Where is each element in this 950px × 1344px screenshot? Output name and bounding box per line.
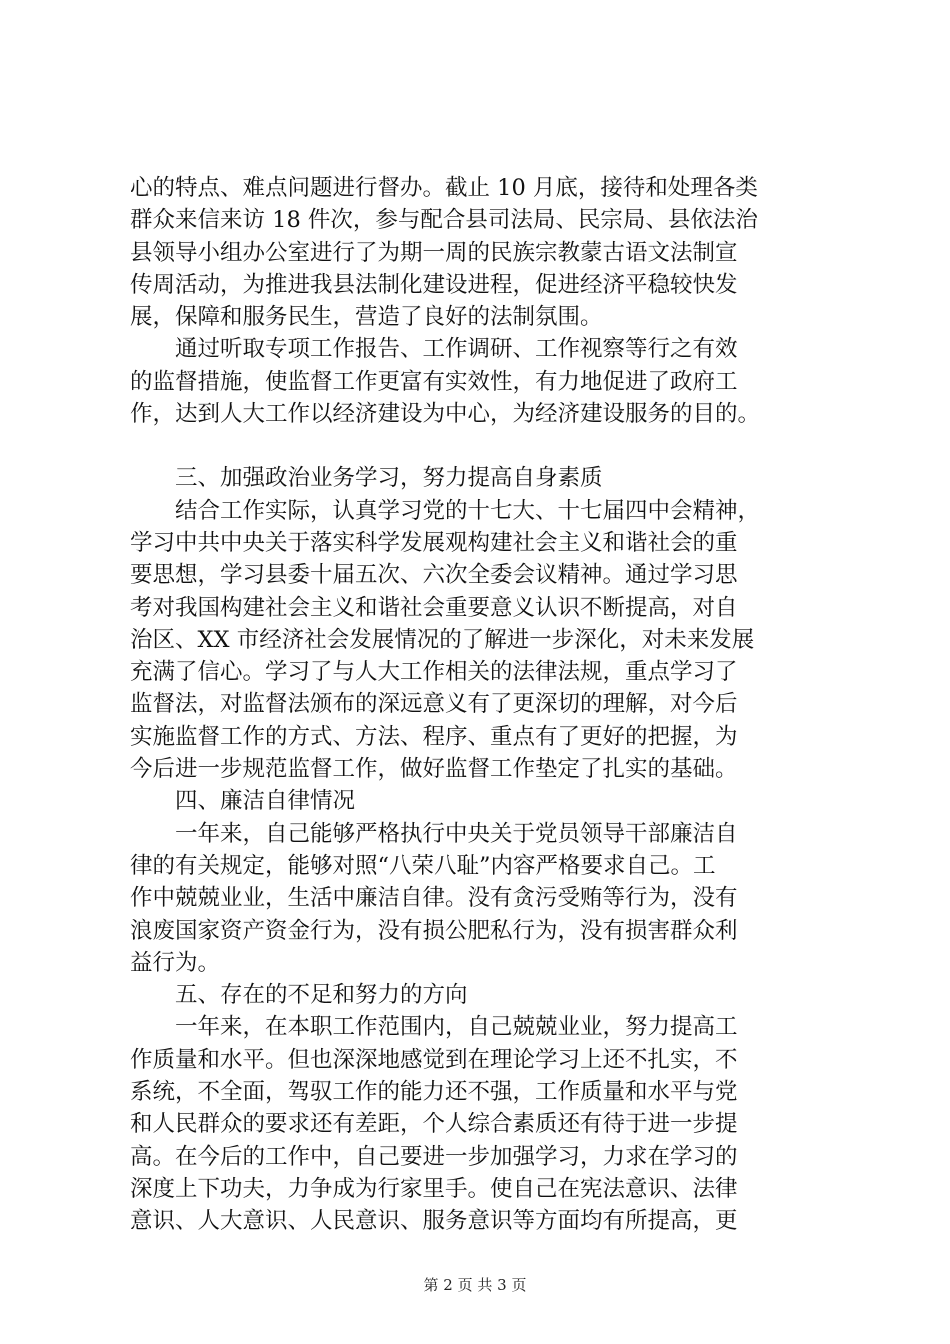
- text-line: 学习中共中央关于落实科学发展观构建社会主义和谐社会的重: [130, 529, 738, 556]
- section-heading-4: 四、廉洁自律情况: [175, 788, 356, 815]
- text-line: 今后进一步规范监督工作，做好监督工作垫定了扎实的基础。: [130, 756, 738, 783]
- text-line: 心的特点、难点问题进行督办。截止 10 月底，接待和处理各类: [130, 175, 758, 201]
- text-line: 实施监督工作的方式、方法、程序、重点有了更好的把握，为: [130, 723, 738, 750]
- paragraph-first-line: 一年来，自己能够严格执行中央关于党员领导干部廉洁自: [175, 820, 738, 847]
- text-line: 和人民群众的要求还有差距，个人综合素质还有待于进一步提: [130, 1111, 738, 1138]
- text-line: 深度上下功夫，力争成为行家里手。使自己在宪法意识、法律: [130, 1175, 738, 1202]
- text-line: 的监督措施，使监督工作更富有实效性，有力地促进了政府工: [130, 368, 738, 395]
- text-line: 作中兢兢业业，生活中廉洁自律。没有贪污受贿等行为，没有: [130, 885, 738, 912]
- text-line: 展，保障和服务民生，营造了良好的法制氛围。: [130, 304, 603, 331]
- text-line: 监督法，对监督法颁布的深远意义有了更深切的理解，对今后: [130, 691, 738, 718]
- text-line: 作质量和水平。但也深深地感觉到在理论学习上还不扎实，不: [130, 1046, 738, 1073]
- text-line: 益行为。: [130, 949, 221, 976]
- page-footer: 第 2 页 共 3 页: [423, 1276, 527, 1294]
- text-line: 县领导小组办公室进行了为期一周的民族宗教蒙古语文法制宣: [130, 239, 738, 266]
- paragraph-first-line: 一年来，在本职工作范围内，自己兢兢业业，努力提高工: [175, 1014, 738, 1041]
- text-line: 传周活动，为推进我县法制化建设进程，促进经济平稳较快发: [130, 271, 738, 298]
- text-line: 意识、人大意识、人民意识、服务意识等方面均有所提高，更: [130, 1208, 738, 1235]
- section-heading-3: 三、加强政治业务学习，努力提高自身素质: [175, 465, 603, 492]
- blank-line: [130, 430, 830, 462]
- text-line: 高。在今后的工作中，自己要进一步加强学习，力求在学习的: [130, 1143, 738, 1170]
- text-line: 要思想，学习县委十届五次、六次全委会议精神。通过学习思: [130, 562, 738, 589]
- text-line: 治区、XX 市经济社会发展情况的了解进一步深化，对未来发展: [130, 626, 755, 653]
- text-line: 充满了信心。学习了与人大工作相关的法律法规，重点学习了: [130, 659, 738, 686]
- document-body: [130, 172, 830, 1238]
- text-line: 群众来信来访 18 件次，参与配合县司法局、民宗局、县依法治: [130, 207, 758, 234]
- paragraph-first-line: 通过听取专项工作报告、工作调研、工作视察等行之有效: [175, 336, 738, 363]
- text-line: 考对我国构建社会主义和谐社会重要意义认识不断提高，对自: [130, 594, 738, 621]
- text-line: 律的有关规定，能够对照“八荣八耻”内容严格要求自己。工: [130, 852, 716, 879]
- text-line: 系统，不全面，驾驭工作的能力还不强，工作质量和水平与党: [130, 1079, 738, 1106]
- text-line: 作，达到人大工作以经济建设为中心，为经济建设服务的目的。: [130, 401, 761, 428]
- section-heading-5: 五、存在的不足和努力的方向: [175, 982, 468, 1009]
- text-line: 浪废国家资产资金行为，没有损公肥私行为，没有损害群众利: [130, 917, 738, 944]
- paragraph-first-line: 结合工作实际，认真学习党的十七大、十七届四中会精神，: [175, 497, 761, 524]
